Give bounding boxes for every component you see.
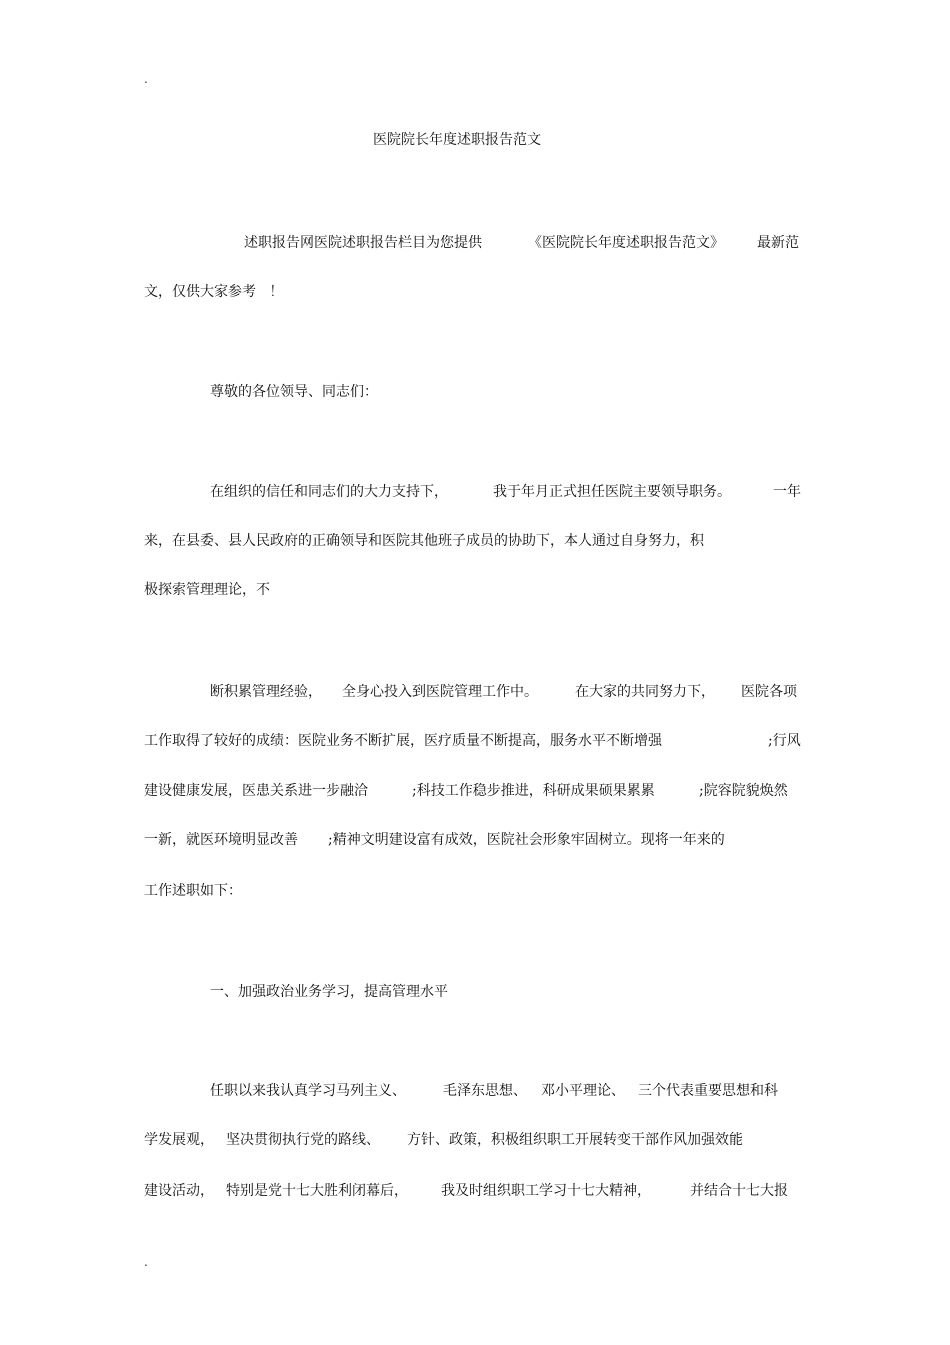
p1-line-2: 来，在县委、县人民政府的正确领导和医院其他班子成员的协助下，本人通过自身努力，积 (144, 533, 704, 549)
p2-line-1c: 在大家的共同努力下， (575, 684, 715, 700)
p2-line-1a: 断积累管理经验， (210, 684, 322, 700)
p2-line-3a: 建设健康发展，医患关系进一步融洽 (144, 783, 368, 799)
p2-line-3b: ;科技工作稳步推进，科研成果硕果累累 (412, 783, 655, 799)
p3-line-1d: 三个代表重要思想和科 (638, 1083, 778, 1099)
p3-line-1a: 任职以来我认真学习马列主义、 (210, 1083, 406, 1099)
p3-line-1b: 毛泽东思想、 (443, 1083, 527, 1099)
p3-line-3b: 特别是党十七大胜利闭幕后， (226, 1183, 408, 1199)
p1-line-1c: 一年 (773, 484, 801, 500)
p2-line-1b: 全身心投入到医院管理工作中。 (342, 684, 538, 700)
p1-line-1a: 在组织的信任和同志们的大力支持下， (210, 484, 448, 500)
intro-line-1-end: 最新范 (757, 235, 799, 251)
document-title: 医院院长年度述职报告范文 (373, 132, 541, 148)
p2-line-2b: ;行风 (768, 733, 801, 749)
footer-mark: . (144, 1255, 148, 1269)
p3-line-2a: 学发展观， (144, 1132, 214, 1148)
p2-line-4b: ;精神文明建设富有成效，医院社会形象牢固树立。现将一年来的 (328, 832, 725, 848)
p3-line-2b: 坚决贯彻执行党的路线、 (226, 1132, 380, 1148)
p2-line-4a: 一新，就医环境明显改善 (144, 832, 298, 848)
p2-line-2a: 工作取得了较好的成绩：医院业务不断扩展，医疗质量不断提高，服务水平不断增强 (144, 733, 662, 749)
section-1-heading: 一、加强政治业务学习，提高管理水平 (210, 984, 448, 1000)
p3-line-1c: 邓小平理论、 (541, 1083, 625, 1099)
intro-line-1: 述职报告网医院述职报告栏目为您提供 (244, 235, 482, 251)
intro-article-title: 《医院院长年度述职报告范文》 (528, 235, 724, 251)
p3-line-3d: 并结合十七大报 (690, 1183, 788, 1199)
p2-line-5: 工作述职如下： (144, 883, 242, 899)
p3-line-2c: 方针、政策，积极组织职工开展转变干部作风加强效能 (407, 1132, 743, 1148)
p1-line-1b: 我于年月正式担任医院主要领导职务。 (493, 484, 731, 500)
header-mark: . (144, 72, 148, 86)
p1-line-3: 极探索管理理论，不 (144, 582, 270, 598)
p3-line-3a: 建设活动， (144, 1183, 214, 1199)
p2-line-1d: 医院各项 (741, 684, 797, 700)
greeting: 尊敬的各位领导、同志们： (210, 384, 378, 400)
p3-line-3c: 我及时组织职工学习十七大精神， (441, 1183, 651, 1199)
p2-line-3c: ;院容院貌焕然 (699, 783, 788, 799)
intro-line-2: 文，仅供大家参考 ！ (144, 284, 284, 300)
